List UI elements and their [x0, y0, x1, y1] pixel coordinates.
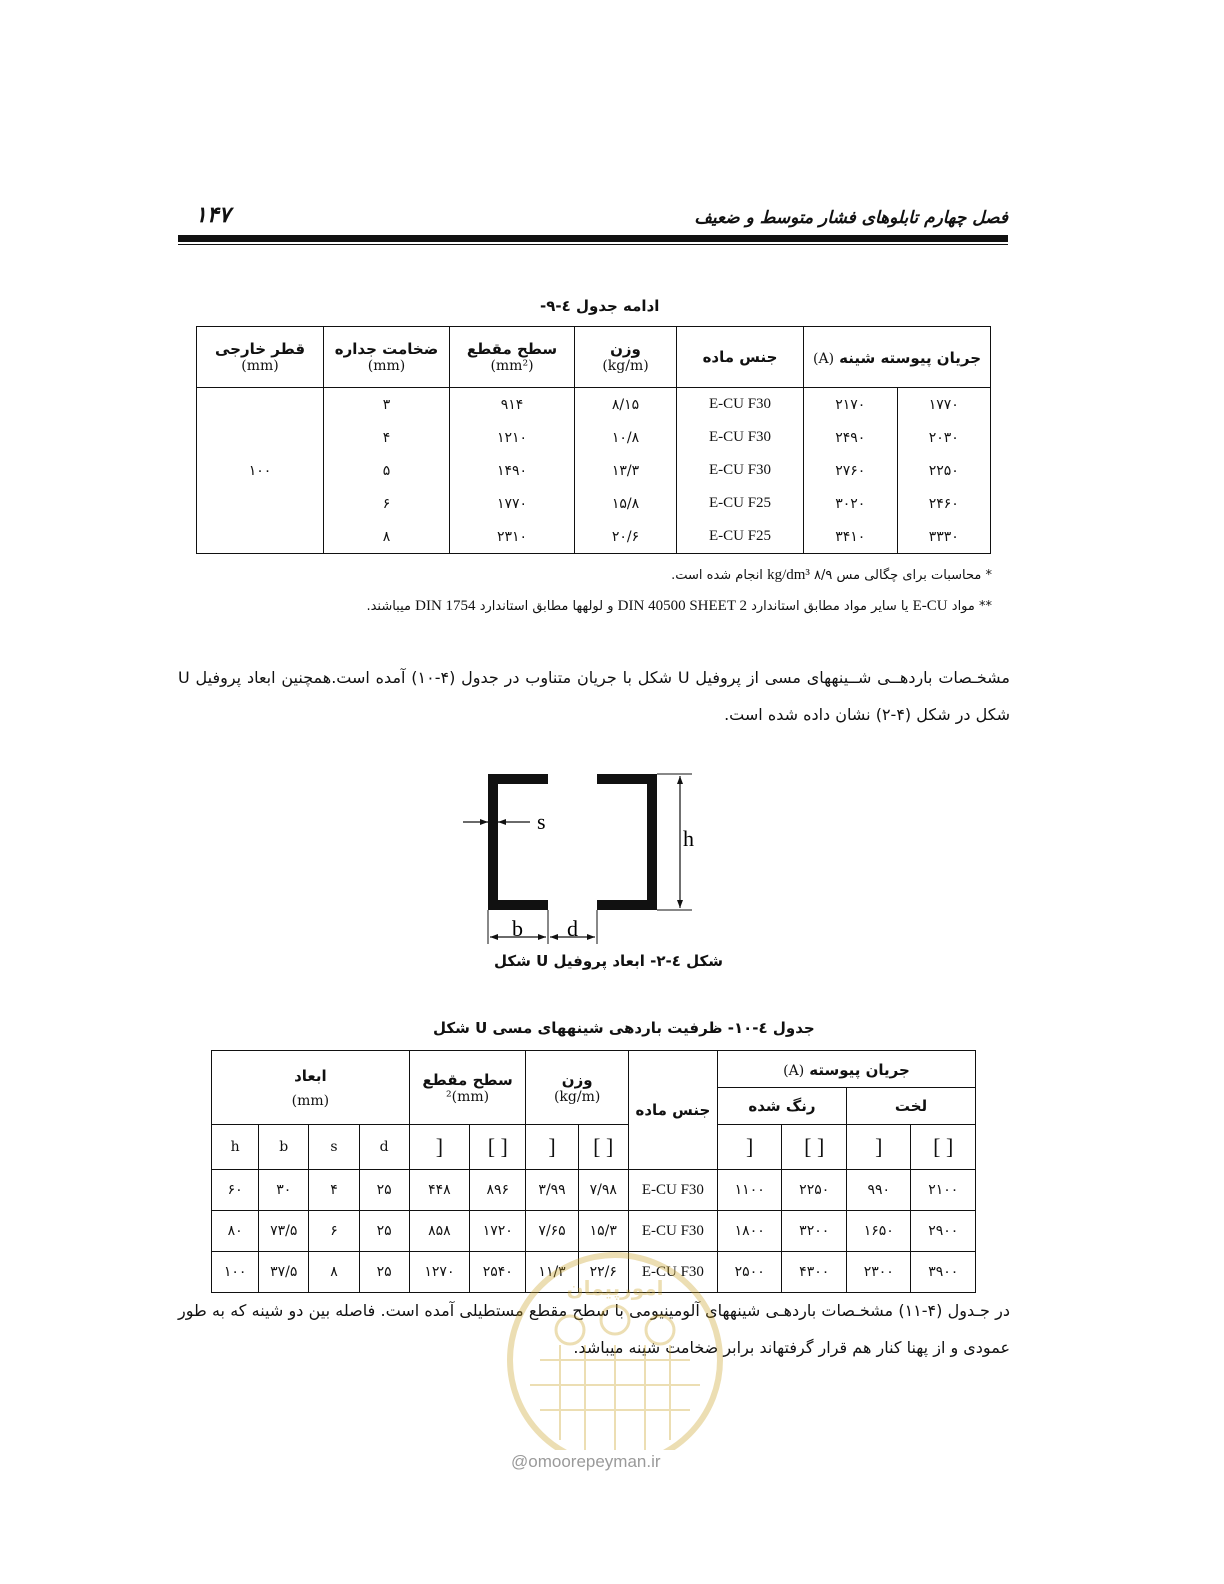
table1 [196, 326, 991, 554]
watermark-scale-icon [556, 1316, 584, 1344]
header-rule [178, 235, 1008, 242]
t2-header-bare: لخت [846, 1088, 975, 1125]
t1-header-weight: وزن (kg/m) [575, 327, 677, 388]
table-row: ۳۳۳۰ ۳۴۱۰ E-CU F25 ۲۰/۶ ۲۳۱۰ ۸ [197, 520, 991, 554]
table-row: ۲۹۰۰ ۱۶۵۰ ۳۲۰۰ ۱۸۰۰ E-CU F30 ۱۵/۳ ۷/۶۵ ۱۷۲۰ ۸۵۸ ۲۵ ۶ ۷۳/۵ ۸۰ [212, 1211, 976, 1252]
table1-title: ادامه جدول ٤-٩- [540, 297, 660, 315]
table-row: ۲۴۶۰ ۳۰۲۰ E-CU F25 ۱۵/۸ ۱۷۷۰ ۶ [197, 487, 991, 520]
t1-header-diameter: قطر خارجی (mm) [197, 327, 324, 388]
watermark-logo [500, 1250, 730, 1450]
watermark-logo-text: امورپیمان [566, 1276, 664, 1300]
table-row: ۲۰۳۰ ۲۴۹۰ E-CU F30 ۱۰/۸ ۱۲۱۰ ۴ [197, 421, 991, 454]
watermark-excavator-icon [646, 1316, 674, 1344]
u-profile-figure [455, 768, 715, 948]
page-number: ۱۴۷ [195, 203, 231, 228]
watermark-grid [530, 1345, 700, 1450]
table-row: ۳۹۰۰ ۲۳۰۰ ۴۳۰۰ ۲۵۰۰ E-CU F30 ۲۲/۶ ۱۱/۳ ۲۵۴۰ ۱۲۷۰ ۲۵ ۸ ۳۷/۵ ۱۰۰ [212, 1252, 976, 1293]
t2-header-material: جنس ماده [628, 1051, 717, 1170]
t1-header-current: جریان پیوسته شینه (A) [804, 327, 991, 388]
figure-caption: شکل ٤-٢- ابعاد پروفیل U شکل [494, 952, 724, 970]
label-b: b [512, 916, 523, 941]
label-d: d [567, 916, 578, 941]
t2-header-weight: وزن (kg/m) [526, 1051, 628, 1125]
watermark-helmet-icon [601, 1306, 629, 1334]
paragraph-u-profile: مشخـصات باردهــی شــینههای مسی از پروفیل U شکل با جریان متناوب در جدول (۴-۱۰) آمده است.همچنین ابعاد پروفیل U شکل در شکل (۴-۲) نشان داده شده است. [178, 668, 1010, 724]
label-h: h [683, 826, 694, 851]
t1-header-material: جنس ماده [677, 327, 804, 388]
label-s: s [537, 809, 546, 834]
t2-header-dims: ابعاد (mm) [212, 1051, 410, 1125]
watermark-url: @omoorepeyman.ir [511, 1452, 661, 1471]
footnote-standards: ** مواد E-CU یا سایر مواد مطابق استاندارد DIN 40500 SHEET 2 و لولهها مطابق استاندارد DIN 1754 میباشند. [366, 598, 992, 614]
left-profile-web [488, 774, 498, 910]
t2-header-area: سطح مقطع (mm)² [409, 1051, 526, 1125]
table2-title: جدول ٤-١٠- ظرفیت باردهی شینههای مسی U شکل [433, 1019, 815, 1037]
table2: جریان پیوسته (A) جنس ماده وزن (kg/m) سطح مقطع (mm)² ابعاد (mm) لخت رنگ شده [ ] [ [ ] [ [ ] [ [ ] [ d s b h ۲۱۰۰ ۹۹۰ ۲۲۵۰ ۱۱۰۰ E-CU F30 ۷/۹۸ ۳/۹۹ ۸۹۶ ۴۴۸ ۲۵ ۴ ۳۰ ۶۰ ۲۹۰۰ ۱۶۵۰ ۳۲۰۰ ۱۸۰۰ E-CU F30 ۱۵/۳ ۷/۶۵ ۱۷۲۰ ۸۵۸ ۲۵ ۶ ۷۳/۵ ۸۰ ۳۹۰۰ ۲۳۰۰ ۴۳۰۰ ۲۵۰۰ E-CU F30 ۲۲/۶ ۱۱/۳ ۲۵۴۰ ۱۲۷۰ ۲۵ ۸ ۳۷/۵ ۱۰۰ [211, 1050, 976, 1293]
paragraph-aluminium: در جـدول (۴-۱۱) مشخـصات باردهـی شینههای آلومینیومی با سطح مقطع مستطیلی آمده است. فاصله بین دو شینه که به طور عمودی و از پهنا کنار هم قرار گرفتهاند برابر ضخامت شینه میباشد. [178, 1301, 1011, 1357]
table-row: ۱۷۷۰ ۲۱۷۰ E-CU F30 ۸/۱۵ ۹۱۴ ۳ ۱۰۰ [197, 388, 991, 422]
table-row: ۲۱۰۰ ۹۹۰ ۲۲۵۰ ۱۱۰۰ E-CU F30 ۷/۹۸ ۳/۹۹ ۸۹۶ ۴۴۸ ۲۵ ۴ ۳۰ ۶۰ [212, 1170, 976, 1211]
footnote-density: * محاسبات برای چگالی مس kg/dm³ ۸/۹ انجام شده است. [671, 567, 992, 583]
t1-header-area: سطح مقطع (mm²) [450, 327, 575, 388]
t1-diameter-value: ۱۰۰ [197, 388, 324, 554]
left-profile-bottom-flange [488, 900, 548, 910]
right-profile-web [647, 774, 657, 910]
right-profile-bottom-flange [597, 900, 657, 910]
t1-header-wall: ضخامت جداره (mm) [324, 327, 450, 388]
chapter-title: فصل چهارم تابلوهای فشار متوسط و ضعیف [694, 208, 1008, 228]
t2-header-current: جریان پیوسته (A) [717, 1051, 975, 1088]
header-rule-thin [178, 244, 1008, 245]
table-row: ۲۲۵۰ ۲۷۶۰ E-CU F30 ۱۳/۳ ۱۴۹۰ ۵ [197, 454, 991, 487]
t2-header-painted: رنگ شده [717, 1088, 846, 1125]
